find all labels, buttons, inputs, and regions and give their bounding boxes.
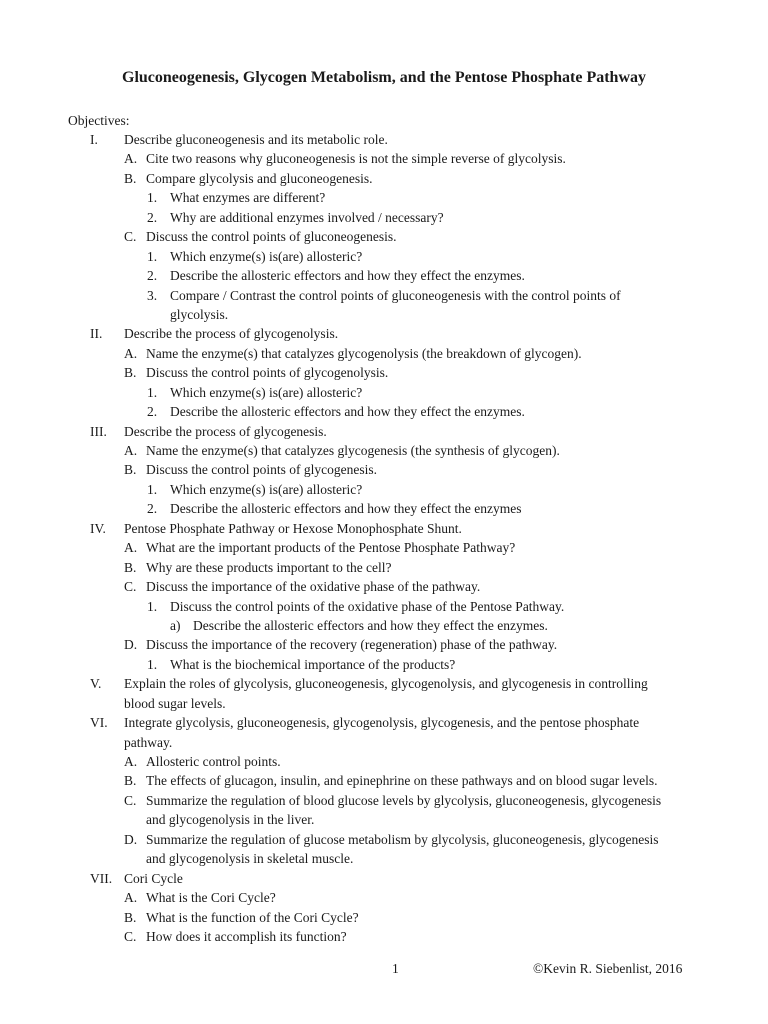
- outline-marker: A.: [124, 151, 138, 167]
- outline-text: Describe gluconeogenesis and its metabolic role.: [124, 132, 388, 147]
- outline-item-level-3: [0, 499, 768, 518]
- outline-text: Discuss the control points of gluconeogenesis.: [146, 229, 397, 245]
- outline-item-level-3: [0, 402, 768, 421]
- outline-text: Describe the allosteric effectors and how they effect the enzymes.: [170, 404, 525, 420]
- outline-text: What are the important products of the Pentose Phosphate Pathway?: [146, 540, 516, 556]
- outline-text: Summarize the regulation of blood glucose levels by glycolysis, gluconeogenesis, glycogenesis: [146, 792, 662, 808]
- outline-marker: III.: [90, 423, 107, 439]
- outline-marker: 1.: [147, 598, 158, 614]
- outline-text: Describe the allosteric effectors and how they effect the enzymes: [170, 501, 522, 517]
- outline-marker: V.: [90, 676, 102, 692]
- outline-text: Describe the allosteric effectors and how they effect the enzymes.: [193, 617, 548, 633]
- outline-marker: 1.: [147, 248, 158, 264]
- outline-text: Why are these products important to the cell?: [146, 559, 392, 575]
- outline-marker: B.: [124, 462, 137, 478]
- outline-item-level-2: [0, 908, 768, 927]
- outline-item-level-2: [0, 888, 768, 907]
- outline-text: Which enzyme(s) is(are) allosteric?: [170, 248, 363, 264]
- outline-text: Pentose Phosphate Pathway or Hexose Monophosphate Shunt.: [124, 520, 462, 536]
- outline-item-level-1: [0, 733, 768, 752]
- outline-item-level-1: [0, 674, 768, 693]
- outline-item-level-2: [0, 849, 768, 868]
- outline-text: blood sugar levels.: [124, 695, 226, 711]
- outline-item-level-2: [0, 771, 768, 790]
- outline-item-level-1: [0, 713, 768, 732]
- objectives-label: Objectives:: [68, 113, 130, 128]
- outline-marker: C.: [124, 579, 137, 595]
- copyright-notice: ©Kevin R. Siebenlist, 2016: [533, 961, 683, 976]
- outline-text: Cori Cycle: [124, 870, 183, 886]
- outline-marker: 2.: [147, 268, 158, 284]
- outline-marker: D.: [124, 831, 138, 847]
- outline-text: Describe the process of glycogenolysis.: [124, 326, 339, 342]
- outline-item-level-1: [0, 130, 768, 149]
- outline-item-level-2: [0, 169, 768, 188]
- outline-marker: a): [170, 617, 181, 633]
- outline-text: Describe the allosteric effectors and how they effect the enzymes.: [170, 268, 525, 284]
- outline-text: Compare glycolysis and gluconeogenesis.: [146, 170, 373, 186]
- outline-marker: 1.: [147, 384, 158, 400]
- outline-text: Allosteric control points.: [146, 754, 281, 769]
- outline-item-level-3: [0, 655, 768, 674]
- outline-text: Describe the process of glycogenesis.: [124, 423, 327, 439]
- outline-item-level-1: [0, 324, 768, 343]
- outline-item-level-3: [0, 188, 768, 207]
- outline-marker: 1.: [147, 481, 158, 497]
- outline-marker: I.: [90, 132, 98, 147]
- outline-item-level-2: [0, 752, 768, 771]
- outline-item-level-2: [0, 363, 768, 382]
- outline-item-level-2: [0, 558, 768, 577]
- outline-marker: D.: [124, 637, 138, 653]
- outline-item-level-2: [0, 149, 768, 168]
- outline-marker: 3.: [147, 287, 158, 303]
- outline-item-level-3: [0, 208, 768, 227]
- outline-item-level-3: [0, 266, 768, 285]
- outline-text: Why are additional enzymes involved / necessary?: [170, 209, 444, 225]
- outline-item-level-3: [0, 305, 768, 324]
- outline-item-level-2: [0, 927, 768, 946]
- outline-text: What is the biochemical importance of the products?: [170, 656, 456, 672]
- page-number: 1: [392, 961, 399, 976]
- outline-marker: 2.: [147, 209, 158, 225]
- outline-marker: C.: [124, 229, 137, 245]
- outline-marker: B.: [124, 170, 137, 186]
- outline-text: Which enzyme(s) is(are) allosteric?: [170, 481, 363, 497]
- outline-text: What enzymes are different?: [170, 190, 326, 206]
- outline-text: Integrate glycolysis, gluconeogenesis, glycogenolysis, glycogenesis, and the pentose phosphate: [124, 715, 640, 731]
- outline-text: Name the enzyme(s) that catalyzes glycogenesis (the synthesis of glycogen).: [146, 443, 560, 458]
- outline-marker: IV.: [90, 520, 106, 536]
- outline-marker: 1.: [147, 656, 158, 672]
- outline-marker: C.: [124, 928, 137, 944]
- outline-marker: II.: [90, 326, 103, 342]
- outline-text: Summarize the regulation of glucose metabolism by glycolysis, gluconeogenesis, glycogenesis: [146, 831, 659, 847]
- outline-item-level-3: [0, 383, 768, 402]
- outline-text: Explain the roles of glycolysis, gluconeogenesis, glycogenolysis, and glycogenesis in controlling: [124, 676, 648, 692]
- outline-item-level-1: [0, 694, 768, 713]
- outline-marker: B.: [124, 773, 137, 789]
- outline-item-level-2: [0, 577, 768, 596]
- outline-text: Cite two reasons why gluconeogenesis is not the simple reverse of glycolysis.: [146, 151, 566, 167]
- objectives-outline: [0, 130, 768, 946]
- outline-marker: VI.: [90, 715, 108, 731]
- outline-item-level-3: [0, 597, 768, 616]
- outline-item-level-2: [0, 538, 768, 557]
- outline-text: and glycogenolysis in the liver.: [146, 812, 315, 828]
- outline-item-level-1: [0, 519, 768, 538]
- outline-marker: A.: [124, 754, 138, 769]
- outline-item-level-1: [0, 422, 768, 441]
- outline-marker: A.: [124, 890, 138, 906]
- outline-item-level-2: [0, 227, 768, 246]
- outline-text: Which enzyme(s) is(are) allosteric?: [170, 384, 363, 400]
- outline-item-level-3: [0, 247, 768, 266]
- outline-marker: C.: [124, 792, 137, 808]
- outline-text: and glycogenolysis in skeletal muscle.: [146, 851, 354, 867]
- outline-marker: A.: [124, 540, 138, 556]
- document-title: Gluconeogenesis, Glycogen Metabolism, and the Pentose Phosphate Pathway: [122, 69, 646, 86]
- outline-item-level-2: [0, 830, 768, 849]
- outline-text: pathway.: [124, 734, 173, 750]
- outline-item-level-2: [0, 791, 768, 810]
- outline-marker: B.: [124, 559, 137, 575]
- outline-item-level-2: [0, 460, 768, 479]
- outline-marker: 2.: [147, 404, 158, 420]
- outline-item-level-3: [0, 286, 768, 305]
- outline-text: glycolysis.: [170, 306, 229, 322]
- outline-text: Discuss the control points of glycogenolysis.: [146, 365, 389, 381]
- outline-item-level-2: [0, 635, 768, 654]
- outline-item-level-1: [0, 869, 768, 888]
- outline-text: Compare / Contrast the control points of gluconeogenesis with the control points of: [170, 287, 621, 303]
- outline-text: What is the Cori Cycle?: [146, 890, 276, 906]
- outline-text: Discuss the control points of glycogenesis.: [146, 462, 377, 478]
- outline-item-level-2: [0, 344, 768, 363]
- outline-text: Discuss the importance of the oxidative phase of the pathway.: [146, 579, 481, 595]
- outline-text: What is the function of the Cori Cycle?: [146, 909, 359, 925]
- outline-text: Name the enzyme(s) that catalyzes glycogenolysis (the breakdown of glycogen).: [146, 345, 582, 361]
- outline-marker: A.: [124, 443, 138, 458]
- outline-item-level-2: [0, 810, 768, 829]
- outline-marker: A.: [124, 345, 138, 361]
- outline-item-level-2: [0, 441, 768, 460]
- outline-text: The effects of glucagon, insulin, and epinephrine on these pathways and on blood sugar levels.: [146, 773, 658, 789]
- outline-marker: 2.: [147, 501, 158, 517]
- outline-item-level-4: [0, 616, 768, 635]
- outline-item-level-3: [0, 480, 768, 499]
- outline-text: Discuss the importance of the recovery (regeneration) phase of the pathway.: [146, 637, 558, 653]
- outline-marker: B.: [124, 909, 137, 925]
- outline-text: How does it accomplish its function?: [146, 928, 347, 944]
- outline-marker: B.: [124, 365, 137, 381]
- outline-text: Discuss the control points of the oxidative phase of the Pentose Pathway.: [170, 598, 565, 614]
- outline-marker: VII.: [90, 870, 113, 886]
- outline-marker: 1.: [147, 190, 158, 206]
